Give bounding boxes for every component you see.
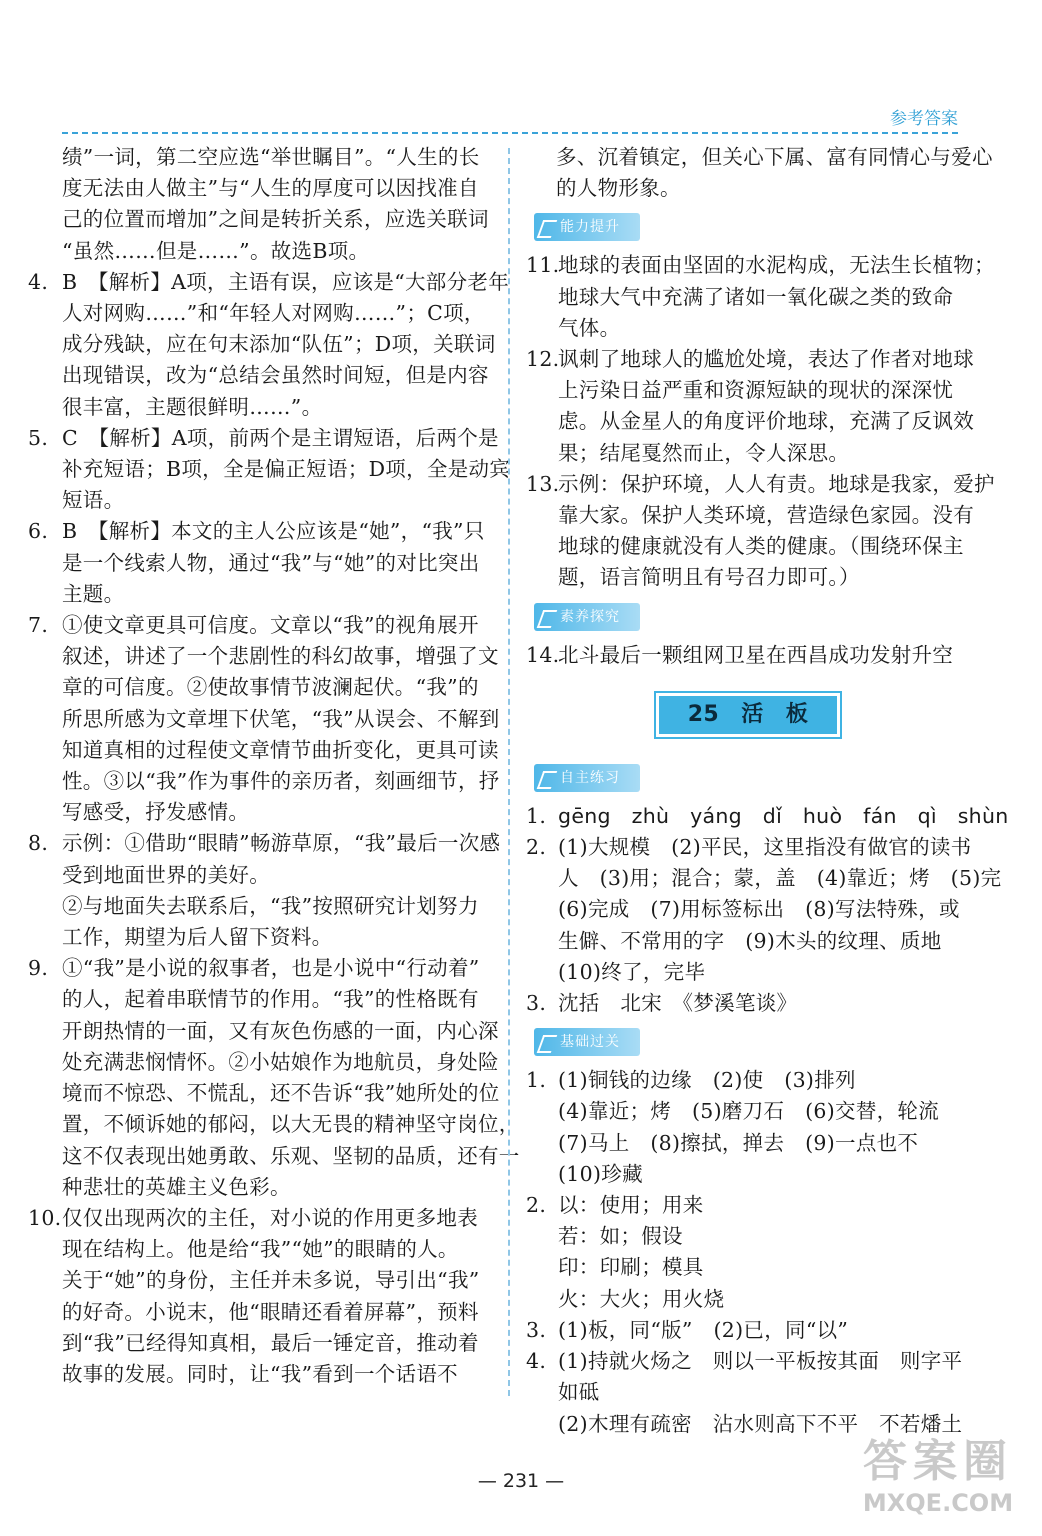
answer-text — [62, 828, 500, 953]
answer-item — [28, 1203, 488, 1390]
text-line: 绩”一词，第二空应选“举世瞩目”。“人生的长 — [62, 145, 480, 169]
text-line: 的人物形象。 — [556, 176, 681, 201]
text-line: 己的位置而增加”之间是转折关系，应选关联词 — [62, 207, 489, 232]
lesson-title: 25 活 板 — [656, 693, 840, 737]
answer-line: 置，不倾诉她的郁闷，以大无畏的精神坚守岗位， — [62, 1112, 520, 1137]
answer-text — [558, 1190, 970, 1315]
answer-text — [558, 801, 1009, 832]
answer-line: (4)靠近；烤 (5)磨刀石 (6)交替，轮流 — [558, 1099, 940, 1124]
answer-line: 以：使用；用来 — [558, 1193, 704, 1218]
answer-line: (1)板，同“版” (2)已，同“以” — [558, 1317, 849, 1342]
answer-line: 出现错误，改为“总结会虽然时间短，但是内容 — [62, 363, 489, 388]
answer-line: 地球大气中充满了诸如一氧化碳之类的致命 — [558, 284, 954, 309]
answer-text — [558, 1315, 970, 1346]
answer-line: 现在结构上。他是给“我”“她”的眼睛的人。 — [62, 1237, 459, 1262]
answer-number: 1. — [526, 1068, 547, 1093]
answer-item — [28, 423, 511, 517]
answer-line: 境而不惊恐、不慌乱，还不告诉“我”她所处的位 — [62, 1081, 500, 1106]
answer-line: 这不仅表现出她勇敢、乐观、坚韧的品质，还有一 — [62, 1143, 520, 1168]
answer-item — [28, 953, 520, 1203]
answer-line: 处充满悲悯情怀。②小姑娘作为地航员，身处险 — [62, 1049, 499, 1074]
continued-text — [526, 142, 993, 204]
answer-item — [526, 344, 974, 469]
text-line: 度无法由人做主”与“人生的厚度可以因找准自 — [62, 176, 479, 201]
answer-line: ②与地面失去联系后，“我”按照研究计划努力 — [62, 893, 479, 918]
header-rule — [62, 132, 960, 134]
answer-line: C 【解析】A项，前两个是主谓短语，后两个是 — [62, 425, 499, 450]
text-line: “虽然……但是……”。故选B项。 — [62, 238, 370, 263]
answer-number: 14. — [526, 642, 560, 667]
answer-line: 到“我”已经得知真相，最后一锤定音，推动着 — [62, 1330, 479, 1355]
answer-text — [558, 250, 995, 344]
answer-line: (2)木理有疏密 沾水则高下不平 不若燔土 — [558, 1411, 963, 1436]
answer-line: 补充短语；B项，全是偏正短语；D项，全是动宾 — [62, 457, 511, 482]
answer-item — [526, 801, 1009, 832]
answer-line: 示例：保护环境，人人有责。地球是我家，爱护 — [558, 471, 995, 496]
answer-line: 开朗热情的一面，又有灰色伤感的一面，内心深 — [62, 1018, 499, 1043]
answer-number: 3. — [526, 991, 547, 1016]
answer-text — [558, 640, 970, 671]
answer-line: 知道真相的过程使文章情节曲折变化，更具可读 — [62, 737, 499, 762]
answer-item — [526, 1065, 970, 1190]
answer-number: 2. — [526, 1193, 547, 1218]
answer-line: 火：大火；用火烧 — [558, 1286, 725, 1311]
answer-line: (1)持就火炀之 则以一平板按其面 则字平 — [558, 1349, 963, 1374]
answer-line: (1)大规模 (2)平民，这里指没有做官的读书 — [558, 835, 972, 860]
answer-text — [558, 1065, 970, 1190]
answer-number: 6. — [28, 519, 49, 544]
answer-text — [558, 344, 974, 469]
answer-number: 3. — [526, 1317, 547, 1342]
left-column — [28, 142, 520, 1390]
answer-line: 的人，起着串联情节的作用。“我”的性格既有 — [62, 987, 479, 1012]
section-tag-row — [526, 1019, 970, 1065]
answer-line: 章的可信度。②使故事情节波澜起伏。“我”的 — [62, 675, 479, 700]
answer-line: 生僻、不常用的字 (9)木头的纹理、质地 — [558, 928, 942, 953]
answer-line: 北斗最后一颗组网卫星在西昌成功发射升空 — [558, 642, 954, 667]
answer-number: 9. — [28, 956, 49, 981]
section-tag: 基础过关 — [534, 1028, 640, 1056]
answer-line: 仅仅出现两次的主任，对小说的作用更多地表 — [62, 1205, 478, 1230]
answer-text — [62, 267, 509, 423]
text-line: 多、沉着镇定，但关心下属、富有同情心与爱心 — [556, 145, 993, 169]
answer-line: (10)终了，完毕 — [558, 959, 706, 984]
page-number: — 231 — — [477, 1470, 565, 1492]
answer-line: 很丰富，主题很鲜明……”。 — [62, 394, 323, 419]
answer-line: 成分残缺，应在句末添加“队伍”；D项，关联词 — [62, 332, 496, 357]
answer-number: 4. — [526, 1349, 547, 1374]
answer-text — [62, 423, 510, 517]
answer-text — [558, 1346, 970, 1440]
header-label: 参考答案 — [890, 109, 958, 129]
answer-text — [558, 988, 970, 1019]
section-tag: 素养探究 — [534, 603, 640, 631]
answer-item — [526, 640, 970, 671]
answer-line: 所思所感为文章埋下伏笔，“我”从误会、不解到 — [62, 706, 500, 731]
answer-line: 受到地面世界的美好。 — [62, 862, 270, 887]
answer-item — [526, 988, 970, 1019]
answer-line: 若：如；假设 — [558, 1224, 683, 1249]
section-tag: 自主练习 — [534, 764, 640, 792]
answer-line: 短语。 — [62, 488, 125, 513]
answer-line: 题，语言简明且有号召力即可。） — [558, 565, 860, 590]
answer-line: 主题。 — [62, 581, 125, 606]
column-divider — [508, 148, 510, 1396]
answer-line: 故事的发展。同时，让“我”看到一个话语不 — [62, 1361, 458, 1386]
continued-text — [28, 142, 488, 267]
answer-line: 印：印刷；模具 — [558, 1255, 704, 1280]
answer-line: 沈括 北宋 《梦溪笔谈》 — [558, 991, 798, 1016]
watermark-logo: 答案圈 — [863, 1436, 1013, 1487]
section-tag-row — [526, 204, 970, 250]
answer-line: ①“我”是小说的叙事者，也是小说中“行动着” — [62, 956, 480, 981]
answer-line: 上污染日益严重和资源短缺的现状的深深忧 — [558, 378, 954, 403]
answer-line: 性。③以“我”作为事件的亲历者，刻画细节，抒 — [62, 769, 500, 794]
right-column — [526, 142, 1009, 1440]
answer-number: 10. — [28, 1205, 62, 1230]
answer-line: B 【解析】A项，主语有误，应该是“大部分老年 — [62, 269, 509, 294]
section-tag-row — [526, 594, 970, 640]
answer-item — [28, 610, 500, 828]
answer-number: 4. — [28, 269, 49, 294]
answer-item — [28, 828, 501, 953]
answer-line: 靠大家。保护人类环境，营造绿色家园。没有 — [558, 503, 974, 528]
answer-line: (7)马上 (8)擦拭，掸去 (9)一点也不 — [558, 1130, 919, 1155]
answer-text — [62, 1203, 488, 1390]
answer-text — [62, 516, 488, 610]
answer-item — [28, 267, 509, 423]
answer-number: 13. — [526, 471, 560, 496]
answer-number: 8. — [28, 831, 49, 856]
answer-text — [558, 832, 1001, 988]
watermark-url: MXQE.COM — [862, 1489, 1014, 1517]
answer-item — [526, 1315, 970, 1346]
answer-line: 是一个线索人物，通过“我”与“她”的对比突出 — [62, 550, 480, 575]
answer-item — [526, 1346, 970, 1440]
answer-number: 1. — [526, 803, 547, 828]
answer-text — [62, 610, 500, 828]
answer-line: 果；结尾戛然而止，令人深思。 — [558, 440, 850, 465]
answer-number: 5. — [28, 425, 49, 450]
answer-line: gēng zhù yáng dǐ huò fán qì shùn — [558, 803, 1009, 828]
answer-item — [526, 832, 1002, 988]
answer-line: 人 (3)用；混合；蒙，盖 (4)靠近；烤 (5)完 — [558, 866, 1002, 891]
answer-item — [526, 250, 995, 344]
answer-line: 地球的表面由坚固的水泥构成，无法生长植物； — [558, 253, 995, 278]
answer-number: 11. — [526, 253, 560, 278]
section-tag-row — [526, 755, 970, 801]
answer-line: 工作，期望为后人留下资料。 — [62, 925, 333, 950]
answer-item — [526, 1190, 970, 1315]
answer-line: 的好奇。小说末，他“眼睛还看着屏幕”，预料 — [62, 1299, 479, 1324]
answer-line: 种悲壮的英雄主义色彩。 — [62, 1174, 291, 1199]
answer-line: 如砥 — [558, 1380, 600, 1405]
answer-text — [62, 953, 520, 1203]
answer-item — [28, 516, 488, 610]
answer-line: 关于“她”的身份，主任并未多说，导引出“我” — [62, 1268, 480, 1293]
answer-number: 12. — [526, 347, 560, 372]
answer-line: 气体。 — [558, 315, 621, 340]
answer-line: 讽刺了地球人的尴尬处境，表达了作者对地球 — [558, 347, 974, 372]
answer-line: ①使文章更具可信度。文章以“我”的视角展开 — [62, 613, 479, 638]
answer-item — [526, 469, 995, 594]
answer-line: B 【解析】本文的主人公应该是“她”，“我”只 — [62, 519, 485, 544]
section-tag: 能力提升 — [534, 213, 640, 241]
answer-line: 人对网购……”和“年轻人对网购……”；C项， — [62, 301, 485, 326]
answer-line: 写感受，抒发感情。 — [62, 800, 250, 825]
answer-number: 2. — [526, 835, 547, 860]
answer-line: (10)珍藏 — [558, 1161, 643, 1186]
answer-line: 示例：①借助“眼睛”畅游草原，“我”最后一次感 — [62, 831, 501, 856]
answer-line: 叙述，讲述了一个悲剧性的科幻故事，增强了文 — [62, 644, 499, 669]
answer-line: 虑。从金星人的角度评价地球，充满了反讽效 — [558, 409, 974, 434]
answer-line: (6)完成 (7)用标签标出 (8)写法特殊，或 — [558, 897, 960, 922]
answer-line: (1)铜钱的边缘 (2)使 (3)排列 — [558, 1068, 856, 1093]
answer-line: 地球的健康就没有人类的健康。（围绕环保主 — [558, 534, 964, 559]
watermark — [850, 1436, 1026, 1532]
answer-number: 7. — [28, 613, 49, 638]
answer-text — [558, 469, 995, 594]
